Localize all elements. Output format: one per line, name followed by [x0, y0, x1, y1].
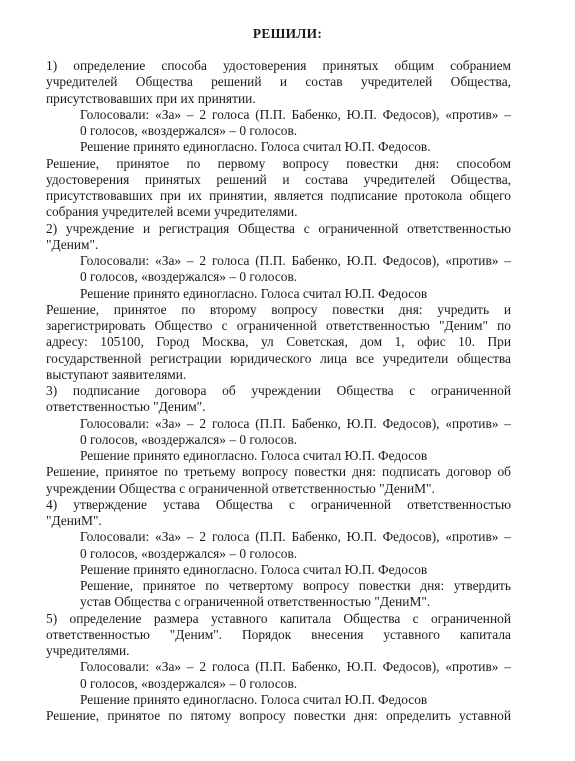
text-line: устав Общества с ограниченной ответственностью "ДениМ".	[80, 594, 431, 609]
text-line: присутствовавших при их принятии.	[46, 91, 256, 106]
text-line: "Деним".	[46, 237, 99, 252]
text-line: Голосовали: «За» – 2 голоса (П.П. Бабенко, Ю.П. Федосов), «против» –	[80, 107, 511, 122]
text-line: учреждении Общества с ограниченной ответственностью "ДениМ".	[46, 481, 435, 496]
text-line: ответственностью "Деним". Порядок внесения уставного капитала	[46, 627, 511, 642]
text-line: собрания учредителей всеми учредителями.	[46, 204, 298, 219]
text-line: Решение, принятое по пятому вопросу повестки дня: определить уставной	[46, 708, 511, 723]
text-line: 3) подписание договора об учреждении Общества с ограниченной	[46, 383, 511, 398]
text-line: Голосовали: «За» – 2 голоса (П.П. Бабенко, Ю.П. Федосов), «против» –	[80, 416, 511, 431]
text-line: 0 голосов, «воздержался» – 0 голосов.	[80, 269, 298, 284]
text-line: "ДениМ".	[46, 513, 102, 528]
text-line: зарегистрировать Общество с ограниченной ответственностью "Деним" по	[46, 318, 511, 333]
text-line: присутствовавших при их принятии, является подписание протокола общего	[46, 188, 511, 203]
text-line: 0 голосов, «воздержался» – 0 голосов.	[80, 123, 298, 138]
text-line: удостоверения принятых решений и состава учредителей Общества,	[46, 172, 511, 187]
text-line: Решение, принятое по четвертому вопросу повестки дня: утвердить	[80, 578, 511, 593]
text-line: 0 голосов, «воздержался» – 0 голосов.	[80, 676, 298, 691]
text-line: 0 голосов, «воздержался» – 0 голосов.	[80, 546, 298, 561]
text-line: 5) определение размера уставного капитала Общества с ограниченной	[46, 611, 511, 626]
text-line: учредителями.	[46, 643, 130, 658]
text-line: Голосовали: «За» – 2 голоса (П.П. Бабенко, Ю.П. Федосов), «против» –	[80, 529, 511, 544]
text-line: 4) утверждение устава Общества с ограниченной ответственностью	[46, 497, 511, 512]
text-line: адресу: 105100, Город Москва, ул Советская, дом 1, офис 10. При	[46, 334, 511, 349]
text-line: государственной регистрации юридического лица все учредители общества	[46, 351, 511, 366]
text-line: Решение, принятое по второму вопросу повестки дня: учредить и	[46, 302, 511, 317]
text-line: 0 голосов, «воздержался» – 0 голосов.	[80, 432, 298, 447]
text-line: 1) определение способа удостоверения принятых общим собранием	[46, 58, 511, 73]
text-line: Решение принято единогласно. Голоса считал Ю.П. Федосов	[80, 448, 428, 463]
text-line: выступают заявителями.	[46, 367, 187, 382]
text-line: учредителей Общества решений и состав учредителей Общества,	[46, 74, 511, 89]
text-line: ответственностью "Деним".	[46, 399, 206, 414]
text-line: Решение, принятое по первому вопросу повестки дня: способом	[46, 156, 511, 171]
text-line: Решение принято единогласно. Голоса считал Ю.П. Федосов	[80, 692, 428, 707]
text-line: Голосовали: «За» – 2 голоса (П.П. Бабенко, Ю.П. Федосов), «против» –	[80, 253, 511, 268]
text-line: Решение принято единогласно. Голоса считал Ю.П. Федосов	[80, 562, 428, 577]
text-line: Голосовали: «За» – 2 голоса (П.П. Бабенко, Ю.П. Федосов), «против» –	[80, 659, 511, 674]
text-line: Решение принято единогласно. Голоса считал Ю.П. Федосов.	[80, 139, 431, 154]
text-line: Решение, принятое по третьему вопросу повестки дня: подписать договор об	[46, 464, 511, 479]
document-heading: РЕШИЛИ:	[252, 26, 323, 41]
text-line: 2) учреждение и регистрация Общества с ограниченной ответственностью	[46, 221, 511, 236]
text-line: Решение принято единогласно. Голоса считал Ю.П. Федосов	[80, 286, 428, 301]
